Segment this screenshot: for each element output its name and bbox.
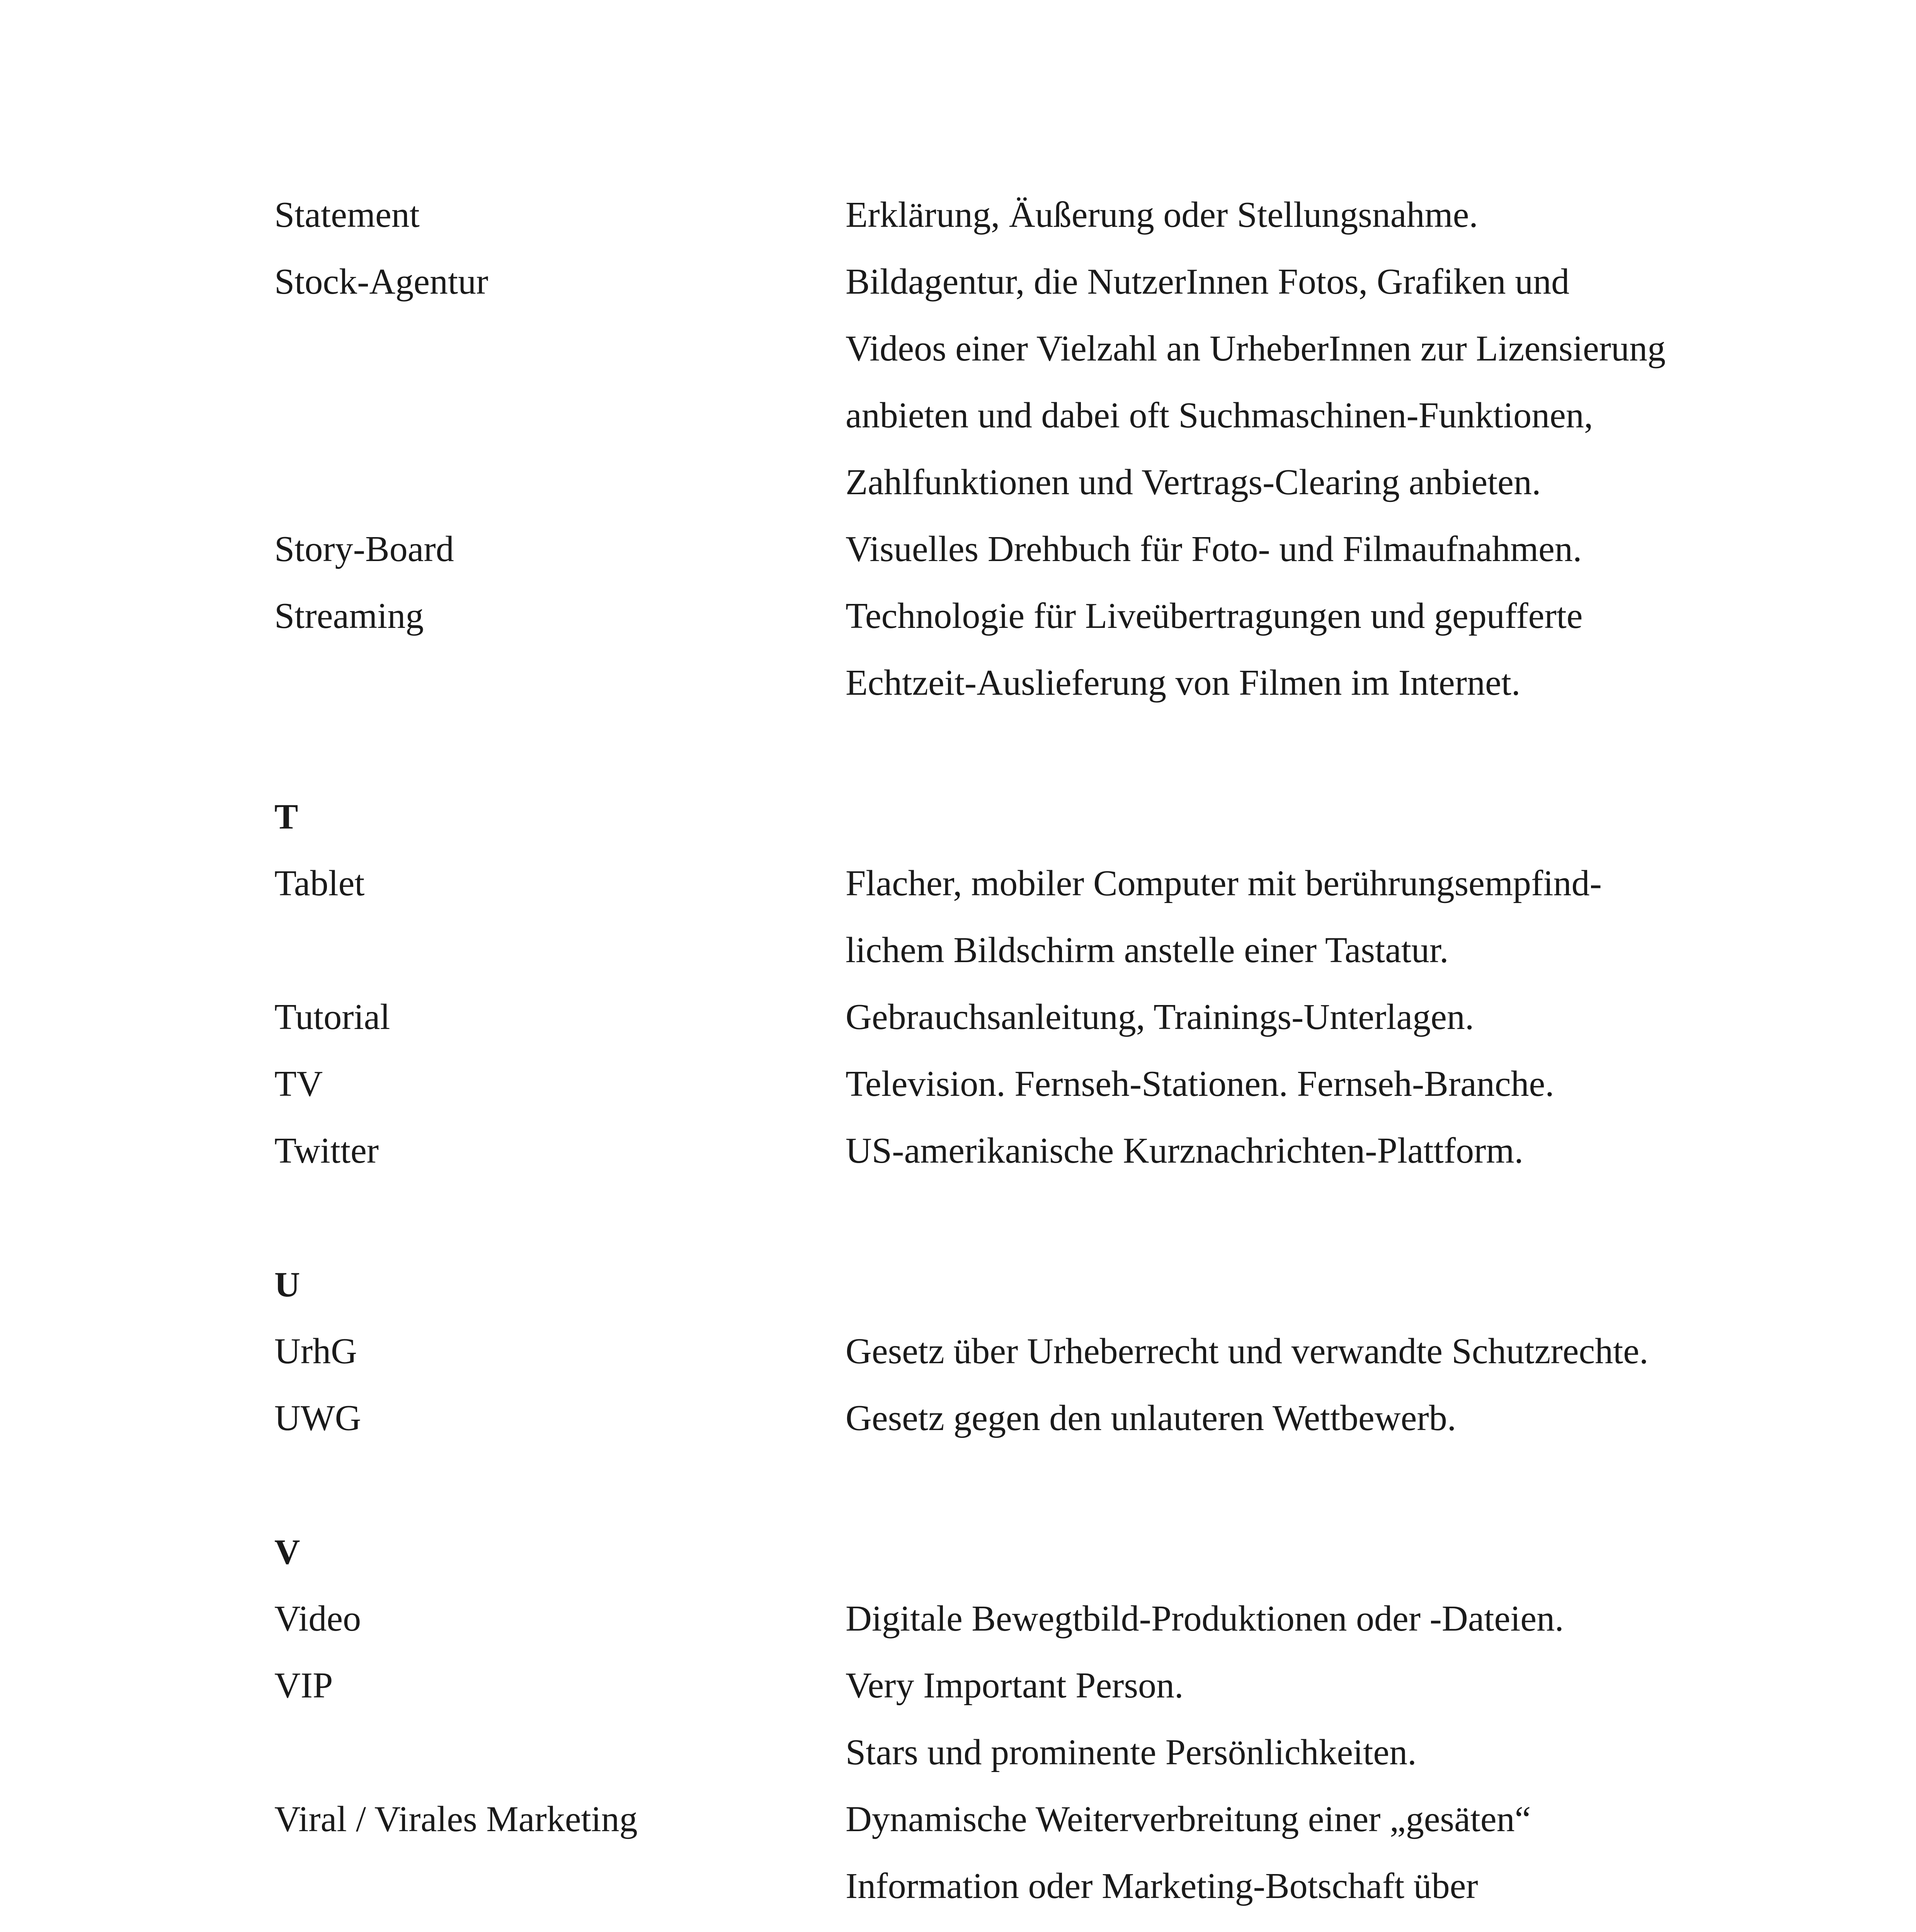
glossary-entry: [274, 1786, 1782, 1932]
definition-line: Television. Fernseh-Stationen. Fernseh-Branche.: [846, 1064, 1554, 1104]
definition-line: Bildagentur, die NutzerInnen Fotos, Grafiken und: [846, 262, 1570, 302]
definition-line: Dynamische Weiterverbreitung einer „gesäten“: [846, 1799, 1531, 1839]
definition-line: anbieten und dabei oft Suchmaschinen-Funktionen,: [846, 395, 1593, 435]
glossary-definition: [846, 1652, 1782, 1786]
glossary-definition: [846, 1585, 1782, 1652]
glossary-entry: [274, 1117, 1782, 1184]
glossary-section: [274, 1519, 1782, 1932]
glossary-term: Video: [274, 1599, 361, 1639]
definition-line: Technologie für Liveübertragungen und gepufferte: [846, 596, 1583, 636]
glossary-definition: [846, 182, 1782, 248]
glossary-entry: [274, 1385, 1782, 1452]
glossary-term: UWG: [274, 1398, 361, 1438]
definition-line: Stars und prominente Persönlichkeiten.: [846, 1732, 1417, 1772]
glossary-term: Stock-Agentur: [274, 262, 488, 302]
glossary-term: Statement: [274, 195, 420, 235]
glossary-term: Viral / Virales Marketing: [274, 1799, 638, 1839]
glossary-entry: [274, 1652, 1782, 1786]
definition-line: Visuelles Drehbuch für Foto- und Filmaufnahmen.: [846, 529, 1582, 569]
definition-line: Zahlfunktionen und Vertrags-Clearing anbieten.: [846, 462, 1541, 502]
definition-line: Videos einer Vielzahl an UrheberInnen zur Lizensierung: [846, 328, 1666, 369]
glossary-term: Tutorial: [274, 997, 390, 1037]
definition-line: Very Important Person.: [846, 1665, 1184, 1706]
glossary-entry: [274, 850, 1782, 984]
definition-line: lichem Bildschirm anstelle einer Tastatur.: [846, 930, 1449, 970]
glossary-term: Story-Board: [274, 529, 454, 569]
definition-line: Echtzeit-Auslieferung von Filmen im Internet.: [846, 663, 1521, 703]
glossary-entry: [274, 984, 1782, 1051]
glossary-entry: [274, 1051, 1782, 1117]
section-letter-heading: V: [274, 1532, 300, 1571]
glossary-definition: [846, 1385, 1782, 1452]
definition-line: Gesetz gegen den unlauteren Wettbewerb.: [846, 1398, 1457, 1438]
definition-line: Digitale Bewegtbild-Produktionen oder -Dateien.: [846, 1599, 1564, 1639]
glossary-definition: [846, 516, 1782, 583]
glossary-section: [274, 783, 1782, 1184]
section-letter-heading: T: [274, 797, 298, 836]
glossary-definition: [846, 1051, 1782, 1117]
glossary-entry: [274, 583, 1782, 716]
glossary-term: Tablet: [274, 863, 365, 903]
glossary-definition: [846, 984, 1782, 1051]
definition-line: Flacher, mobiler Computer mit berührungsempfind-: [846, 863, 1602, 903]
glossary-section: [274, 1251, 1782, 1452]
glossary-term: Twitter: [274, 1131, 379, 1171]
glossary-definition: [846, 1786, 1782, 1932]
glossary-term: Streaming: [274, 596, 424, 636]
glossary-list: [274, 182, 1782, 1932]
glossary-definition: [846, 1318, 1782, 1385]
glossary-definition: [846, 1117, 1782, 1184]
glossary-term: UrhG: [274, 1331, 357, 1371]
glossary-definition: [846, 248, 1782, 516]
definition-line: [846, 1920, 1782, 1932]
definition-line: Gesetz über Urheberrecht und verwandte Schutzrechte.: [846, 1331, 1649, 1371]
glossary-entry: [274, 516, 1782, 583]
glossary-entry: [274, 248, 1782, 516]
glossary-entry: [274, 1318, 1782, 1385]
definition-line: Information oder Marketing-Botschaft über: [846, 1866, 1478, 1906]
glossary-definition: [846, 850, 1782, 984]
glossary-entry: [274, 1585, 1782, 1652]
glossary-entry: [274, 182, 1782, 248]
glossary-term: TV: [274, 1064, 323, 1104]
glossary-section: [274, 182, 1782, 716]
definition-line: Erklärung, Äußerung oder Stellungsnahme.: [846, 195, 1478, 235]
section-letter-heading: U: [274, 1265, 300, 1304]
definition-line: Gebrauchsanleitung, Trainings-Unterlagen.: [846, 997, 1474, 1037]
glossary-definition: [846, 583, 1782, 716]
definition-line: US-amerikanische Kurznachrichten-Plattform.: [846, 1131, 1524, 1171]
glossary-term: VIP: [274, 1665, 333, 1706]
